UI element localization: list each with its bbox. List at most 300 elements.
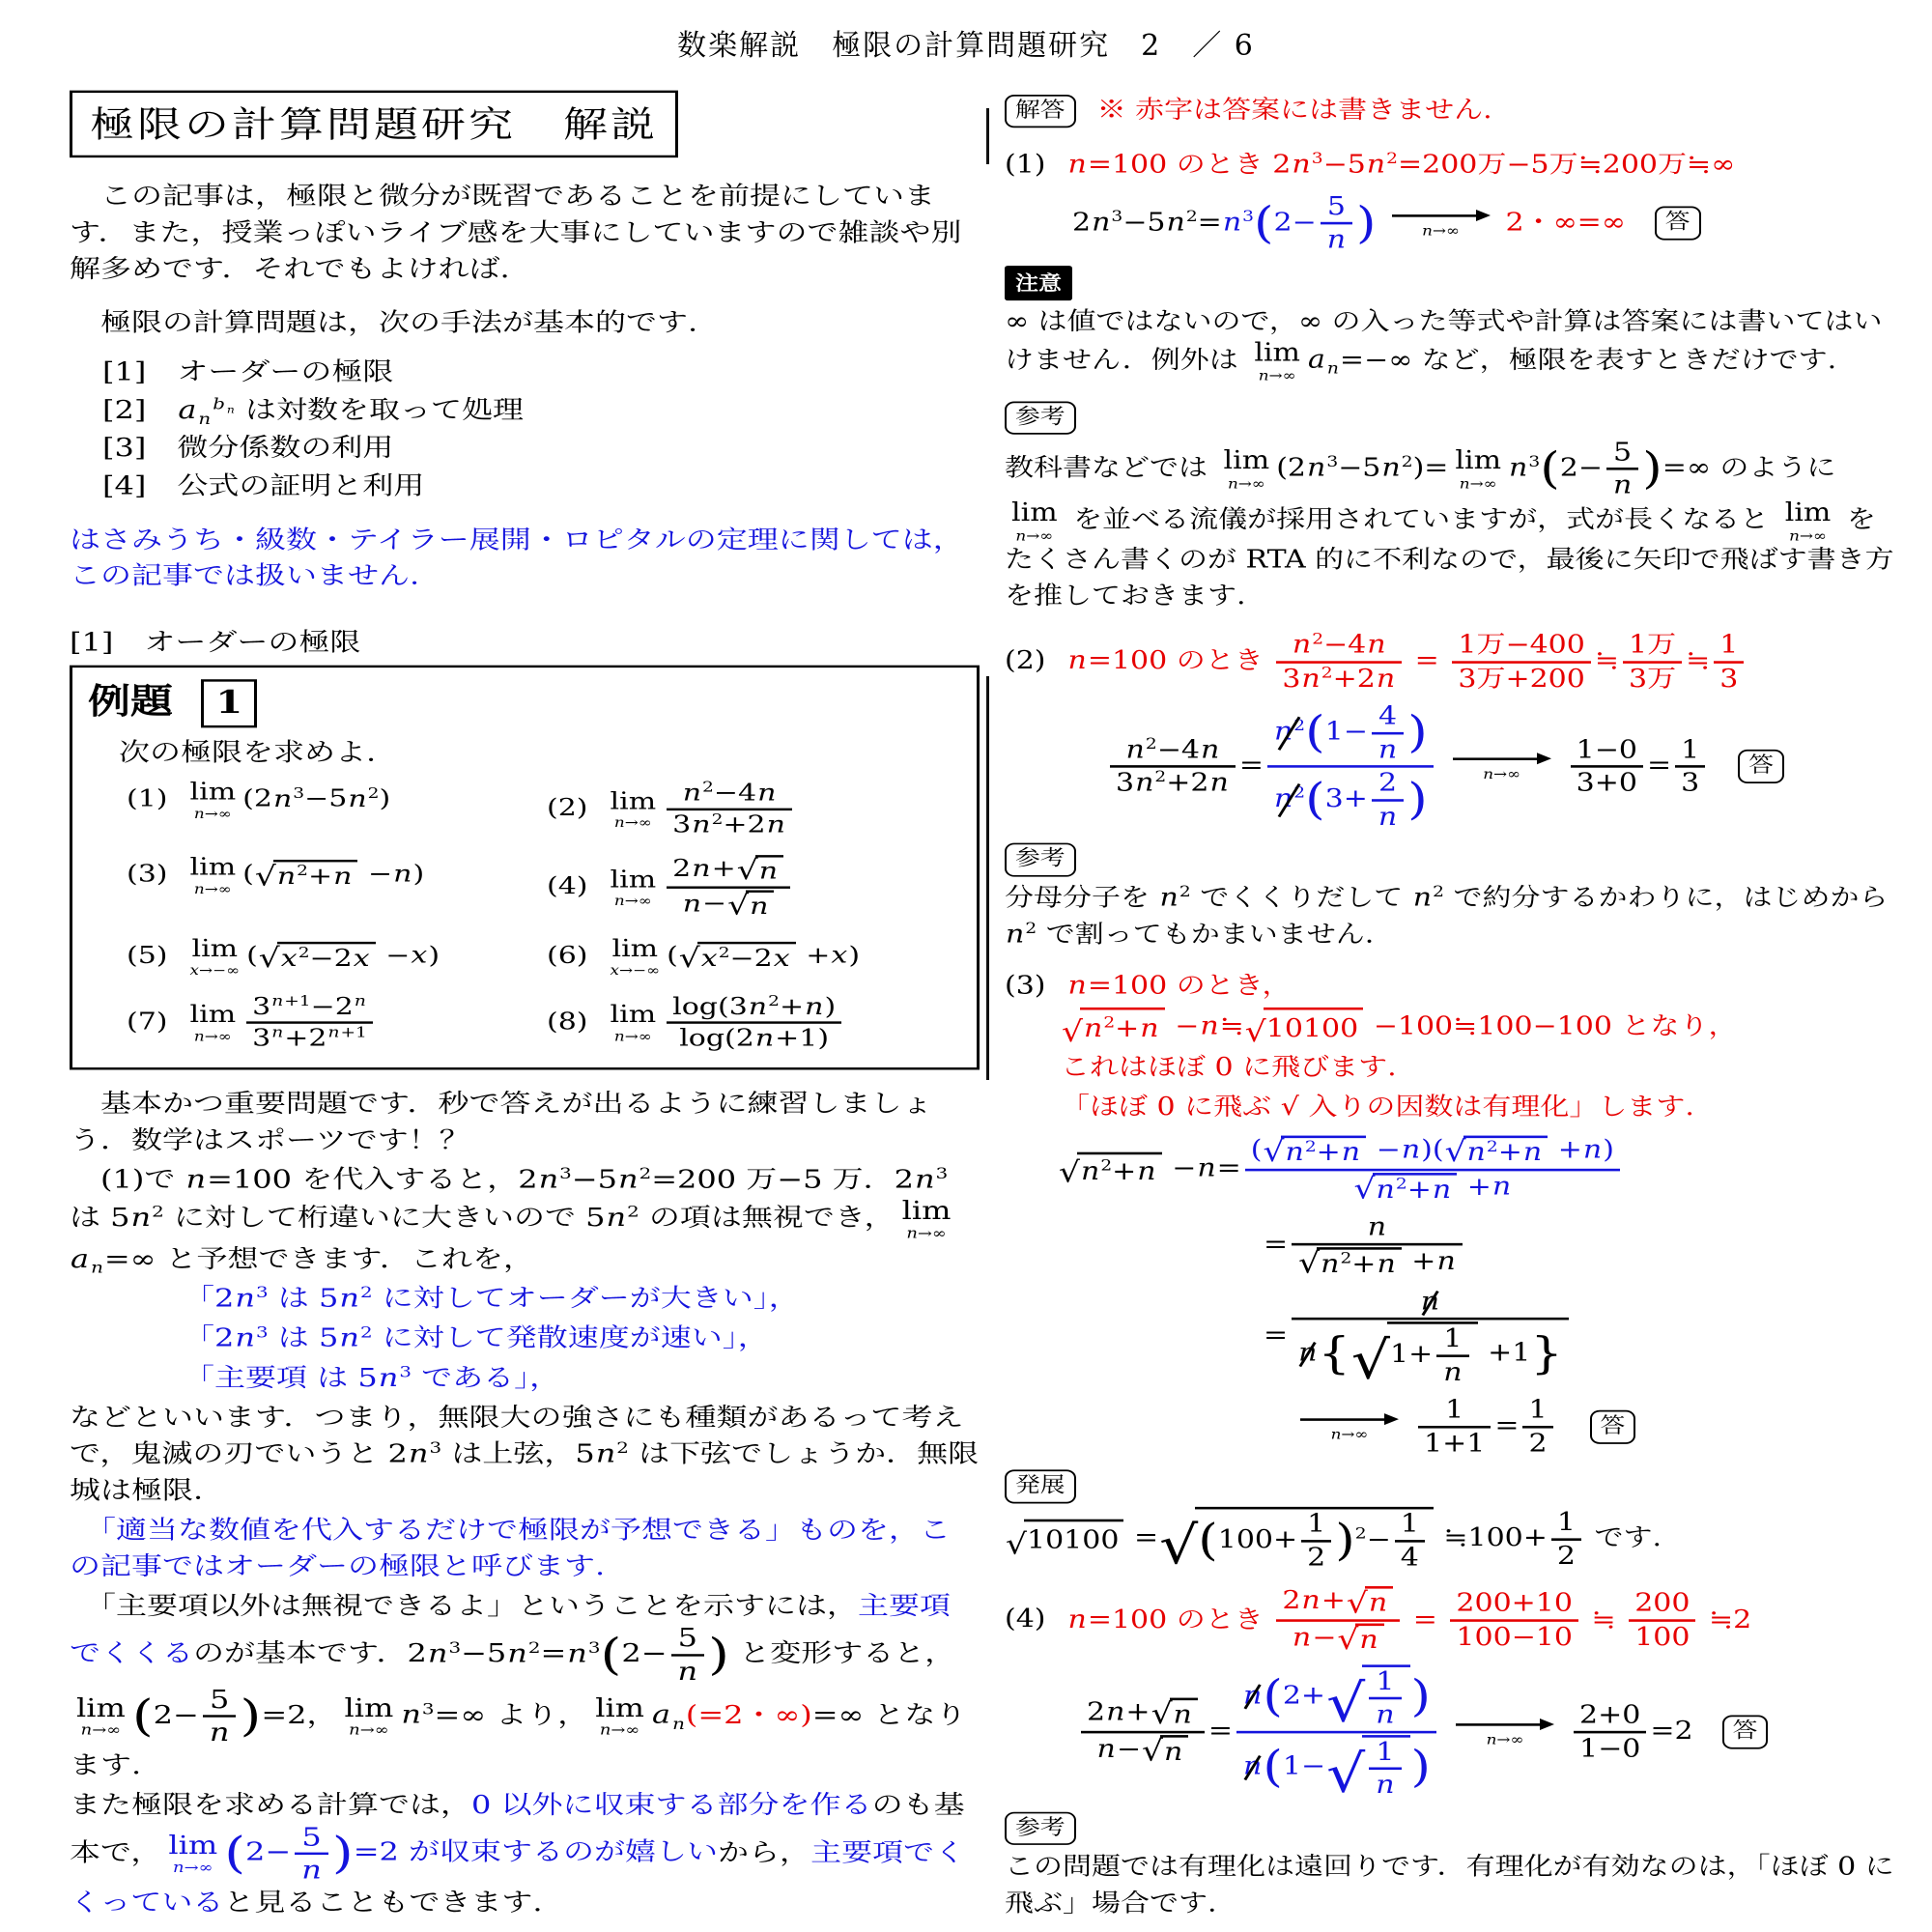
limit-operator	[190, 781, 237, 820]
math-variable: n	[1222, 207, 1242, 237]
text-run: 2	[1293, 784, 1306, 803]
text-run: に対して発散速度が速い」，	[372, 1322, 769, 1353]
text-run: 2	[1378, 768, 1398, 798]
text-run: n→∞	[1330, 1425, 1369, 1443]
superscript	[1340, 1250, 1351, 1267]
math-variable: n	[1067, 645, 1087, 675]
text-run: のも基本で，	[70, 1789, 965, 1867]
radicand	[1281, 1136, 1366, 1167]
math-variable: b	[213, 394, 225, 413]
problem-cell	[547, 781, 961, 838]
text-run: 2	[1395, 1175, 1407, 1193]
text-run: (7)	[127, 1008, 168, 1036]
superscript	[1386, 150, 1398, 167]
text-run: log(3	[672, 993, 748, 1021]
superscript	[1186, 208, 1198, 225]
radicand	[1077, 1151, 1162, 1187]
text-run: +	[1458, 1172, 1492, 1202]
superscript	[719, 945, 730, 961]
numerator	[1292, 1213, 1463, 1242]
denominator	[671, 1654, 705, 1686]
text-run: lim	[1254, 338, 1300, 368]
superscript	[1100, 1157, 1112, 1175]
math-variable: n	[1159, 883, 1179, 913]
text-run: =	[1264, 1321, 1289, 1350]
text-run: 3	[1719, 664, 1739, 694]
numerator	[667, 781, 792, 809]
text-run: )=	[1412, 453, 1449, 483]
text-run: +	[779, 993, 805, 1021]
text-run: +1)	[775, 1024, 830, 1053]
text-run: −	[1367, 1135, 1401, 1165]
superscript	[1179, 884, 1191, 901]
math-variable: n	[692, 810, 711, 838]
limit-operator	[76, 1692, 126, 1739]
text-run: (	[242, 860, 254, 889]
math-variable: n	[1492, 1172, 1512, 1202]
radical	[259, 942, 376, 973]
superscript	[430, 1439, 442, 1458]
text-run: 4	[1378, 701, 1398, 731]
cancelled-term	[1420, 1288, 1440, 1316]
text-run: 「2	[184, 1283, 235, 1314]
math-variable: n	[1412, 883, 1433, 913]
radical-sign: √	[1298, 1247, 1321, 1281]
text-run: +	[711, 855, 736, 883]
big-delimiter: )	[708, 1629, 730, 1681]
label-badge: 答	[1590, 1410, 1636, 1444]
radicand	[1463, 1136, 1548, 1167]
text-run: lim	[191, 935, 239, 963]
math-variable: n	[130, 1202, 152, 1233]
text-run: 基本かつ重要問題です．秒で答えが出るように練習しましょう．数学はスポーツです！？	[70, 1088, 933, 1155]
numerator	[203, 1686, 237, 1716]
text-run: 3	[1242, 207, 1254, 225]
radical	[255, 860, 358, 891]
left-column	[70, 89, 980, 1924]
text-run: )	[1603, 1135, 1614, 1165]
math-variable: x	[773, 944, 790, 973]
radical-sign: √	[736, 855, 758, 887]
big-delimiter: )	[331, 1828, 354, 1880]
text-run: =	[1406, 645, 1449, 675]
radical	[1142, 1734, 1188, 1769]
text-run: から，	[718, 1836, 811, 1867]
radical	[1350, 1321, 1478, 1391]
text-run: 1−	[1324, 717, 1368, 747]
text-run: lim	[595, 1692, 645, 1723]
math-variable: n	[1083, 1013, 1103, 1043]
denominator	[1372, 799, 1404, 831]
math-variable: x	[280, 944, 298, 973]
math-variable: n	[1006, 920, 1025, 950]
math-variable: x	[411, 941, 428, 970]
text-group	[1067, 630, 1748, 694]
text-run: 2	[297, 863, 309, 880]
math-variable: n	[185, 1164, 207, 1195]
big-delimiter: }	[1530, 1327, 1563, 1379]
math-variable: n	[301, 1855, 322, 1886]
text-run: n→∞	[193, 1028, 232, 1044]
math-variable: n	[1137, 1156, 1156, 1186]
math-variable: x	[700, 944, 718, 973]
text-run: (=2・∞)	[685, 1699, 812, 1730]
text-run: でくくりだして	[1190, 883, 1412, 913]
limit-operator	[1785, 499, 1832, 542]
text-run: 2	[1154, 768, 1167, 786]
text-run: 1+	[1390, 1340, 1434, 1370]
example-box	[70, 666, 980, 1070]
limit-operator	[190, 937, 241, 977]
text-run: +2	[1166, 768, 1209, 798]
text-run: −5	[1322, 150, 1366, 180]
denominator	[1267, 765, 1434, 831]
text-run: log(2	[679, 1024, 754, 1053]
text-run: )	[379, 784, 391, 813]
radical-sign: √	[1346, 1586, 1368, 1620]
text-run: )	[412, 860, 425, 889]
text-run: と見ることもできます.	[223, 1888, 543, 1918]
superscript	[293, 785, 304, 802]
math-variable: n	[1096, 1734, 1116, 1764]
text-run: 2	[1433, 883, 1444, 901]
text-run: lim	[610, 866, 657, 894]
numerator	[1571, 736, 1643, 765]
big-delimiter: )	[240, 1690, 262, 1742]
denominator	[1436, 1354, 1468, 1386]
text-run: 極限の計算問題は，次の手法が基本的です.	[70, 307, 698, 338]
paragraph	[1005, 439, 1903, 614]
math-variable: n	[758, 857, 779, 886]
fraction	[1606, 439, 1638, 499]
text-run: [1] オーダーの極限	[70, 627, 361, 657]
math-variable: n	[427, 1637, 448, 1668]
radical	[1326, 1735, 1409, 1804]
fraction	[1418, 1396, 1491, 1457]
math-variable: n	[914, 1164, 935, 1195]
text-run: 2	[672, 855, 692, 883]
text-run: n→∞	[80, 1721, 122, 1739]
math-variable: n	[750, 892, 769, 921]
text-run: 1	[1445, 1395, 1464, 1425]
subscript	[671, 1715, 686, 1733]
equation-line	[1005, 1135, 1903, 1207]
text-run: 2	[1354, 1524, 1367, 1543]
text-run: 200+10	[1456, 1588, 1573, 1618]
vertical-gap	[1005, 618, 1903, 628]
text-group	[1061, 1093, 1694, 1122]
text-run: lim	[610, 787, 657, 815]
denominator	[1522, 1426, 1552, 1458]
vertical-gap	[1005, 1575, 1903, 1583]
text-run: 3	[1116, 768, 1135, 798]
denominator	[1574, 1731, 1646, 1763]
numerator	[671, 1624, 705, 1654]
column-divider-segment-middle	[986, 676, 989, 1080]
text-run: 1−0	[1576, 735, 1637, 765]
text-group	[686, 1699, 812, 1729]
text-run: +	[308, 863, 333, 891]
radicand	[1362, 1664, 1409, 1729]
radical-sign: √	[258, 942, 280, 975]
fraction	[1081, 1697, 1205, 1769]
text-run: ≒	[1686, 645, 1711, 675]
radical-sign: √	[1444, 1135, 1466, 1169]
text-run: 2	[627, 1203, 639, 1221]
math-variable: n	[271, 993, 284, 1010]
limit-arrow	[1456, 1718, 1554, 1747]
text-run: 2	[1307, 1543, 1326, 1573]
radicand	[1317, 1247, 1402, 1278]
text-run: =−∞ など，極限を表すときだけです.	[1339, 345, 1837, 375]
math-variable: n	[235, 1322, 255, 1353]
text-run: +	[796, 941, 831, 970]
math-variable: n	[606, 1202, 627, 1233]
text-run: n→∞	[349, 1721, 389, 1739]
text-run: n→∞	[1483, 765, 1521, 782]
math-variable: n	[692, 855, 711, 883]
text-run: 100+	[1217, 1524, 1298, 1554]
text-run: +1	[340, 1024, 367, 1041]
denominator	[1110, 765, 1236, 797]
superscript	[360, 1284, 373, 1302]
text-run: 2	[1486, 1138, 1498, 1156]
text-run: −	[1162, 1153, 1197, 1183]
arrow-shaft	[1453, 753, 1551, 766]
math-variable: n	[1509, 453, 1528, 483]
fraction	[246, 994, 373, 1052]
text-run: x→−∞	[189, 961, 241, 979]
text-run: 2	[527, 1638, 541, 1657]
superscript	[588, 1638, 601, 1657]
text-run: −	[1116, 1734, 1142, 1764]
text-run: lim	[189, 853, 237, 882]
text-run: 3	[293, 784, 305, 802]
math-variable: n	[378, 1362, 399, 1393]
paragraph	[70, 391, 980, 428]
numerator	[1301, 1510, 1331, 1539]
radical	[1059, 1151, 1162, 1190]
text-run: 2	[367, 784, 380, 802]
paragraph	[1005, 1507, 1903, 1577]
denominator	[1372, 732, 1404, 764]
math-variable: n	[595, 1438, 616, 1469]
radicand	[1160, 1735, 1188, 1766]
superscript	[712, 811, 724, 828]
text-run: −	[1312, 1623, 1337, 1653]
denominator	[1276, 1619, 1400, 1657]
big-delimiter: (	[1253, 197, 1274, 248]
math-variable: n	[1125, 735, 1145, 765]
text-group	[161, 1821, 719, 1886]
paragraph	[70, 1320, 980, 1356]
math-variable: a	[178, 394, 197, 425]
text-run: −4	[1156, 735, 1200, 765]
math-variable: n	[339, 1322, 359, 1353]
text-run: (2	[1276, 453, 1306, 483]
text-run: =100 を代入すると，2	[207, 1164, 538, 1195]
math-variable: n	[393, 860, 412, 889]
numerator	[1292, 1288, 1569, 1317]
superscript	[1146, 735, 1157, 753]
text-run: =	[1197, 207, 1222, 237]
superscript	[616, 1439, 629, 1458]
radical	[1445, 1136, 1548, 1167]
paragraph	[70, 304, 980, 341]
text-run: −5	[1338, 453, 1381, 483]
text-run: 1	[1376, 1666, 1395, 1696]
denominator	[1276, 661, 1402, 693]
text-run: 「主要項以外は無視できるよ」ということを示すには，	[70, 1590, 859, 1621]
superscript	[360, 1323, 373, 1342]
superscript	[1154, 769, 1166, 786]
text-run: 3	[252, 993, 271, 1021]
text-group	[1067, 1586, 1752, 1657]
fraction	[1301, 1510, 1331, 1571]
text-run: 100	[1634, 1622, 1690, 1652]
text-run: n→∞	[1258, 366, 1296, 384]
math-variable: n	[1376, 1700, 1395, 1730]
text-run: 2	[1103, 1013, 1116, 1032]
text-run: 100−10	[1456, 1622, 1573, 1652]
math-variable: n	[1376, 664, 1396, 694]
numerator	[1081, 1698, 1205, 1731]
text-run: (4)	[1005, 1605, 1046, 1634]
math-variable: a	[1307, 345, 1325, 375]
denominator	[667, 886, 790, 922]
text-run: +	[1497, 1138, 1522, 1168]
numerator	[1110, 736, 1236, 765]
superscript	[627, 1203, 639, 1221]
text-run: +	[1115, 1013, 1140, 1043]
text-run: 1	[1719, 630, 1739, 660]
radical-sign: √	[1337, 1623, 1359, 1657]
text-run: 10100	[1265, 1013, 1359, 1043]
text-run: (1)	[1005, 150, 1046, 180]
superscript	[1103, 1013, 1115, 1031]
text-run: 3万+200	[1458, 664, 1585, 694]
math-variable: n	[1301, 1586, 1321, 1616]
fraction	[1395, 1510, 1425, 1571]
denominator	[1081, 1731, 1205, 1769]
math-variable: n	[401, 1699, 421, 1730]
problem-cell	[127, 994, 541, 1052]
text-run: x→−∞	[610, 961, 661, 979]
text-run: 3	[448, 1638, 462, 1657]
superscript	[448, 1638, 461, 1657]
superscript	[528, 1638, 541, 1657]
text-group	[184, 1363, 560, 1393]
numerator	[667, 994, 841, 1022]
arrow-shaft	[1456, 1718, 1554, 1731]
text-run: 2	[718, 944, 730, 961]
subscript	[1326, 360, 1340, 378]
superscript	[1433, 884, 1444, 901]
radical-sign: √	[1326, 1743, 1366, 1804]
denominator	[1369, 1768, 1401, 1800]
math-variable: n	[617, 1164, 639, 1195]
limit-operator	[1254, 340, 1300, 383]
math-variable: n	[327, 1024, 340, 1041]
numerator	[1267, 702, 1434, 765]
paragraph	[70, 1787, 980, 1921]
denominator	[1606, 468, 1638, 499]
text-run: lim	[168, 1830, 218, 1861]
math-variable: n	[1466, 1138, 1486, 1168]
problem-cell	[127, 781, 541, 838]
radicand	[1365, 1586, 1393, 1617]
math-variable: n	[1200, 1010, 1219, 1040]
text-run: =100 のとき	[1087, 645, 1273, 675]
denominator	[1418, 1426, 1491, 1458]
text-run: )	[824, 993, 837, 1021]
text-run: (6)	[547, 941, 588, 970]
text-run: lim	[901, 1195, 952, 1226]
fraction	[1369, 1667, 1401, 1728]
limit-operator	[611, 867, 657, 907]
text-run: lim	[1455, 446, 1502, 475]
limit-operator	[344, 1692, 394, 1739]
text-run: 2−	[153, 1699, 199, 1730]
big-delimiter: (	[1263, 1670, 1283, 1721]
denominator	[203, 1716, 237, 1747]
text-run: =∞ のように	[1662, 453, 1836, 483]
math-variable: n	[209, 1717, 230, 1747]
superscript	[212, 395, 236, 413]
text-run: 2	[1072, 207, 1092, 237]
numerator	[1606, 439, 1638, 468]
limit-operator	[1224, 448, 1270, 491]
text-run: ∞ は値ではないので，∞ の入った等式や計算は答案には書いてはいけません．例外は	[1005, 306, 1883, 375]
right-column	[1005, 89, 1903, 1924]
text-run: この問題では有理化は遠回りです．有理化が有効なのは，「ほぼ 0 に飛ぶ」場合です.	[1005, 1852, 1894, 1918]
math-variable: n	[235, 1283, 255, 1314]
equation-line	[1005, 1287, 1903, 1391]
denominator	[667, 808, 792, 838]
cancelled-term	[1242, 1682, 1263, 1710]
paragraph	[70, 354, 980, 390]
limit-arrow	[1300, 1412, 1399, 1441]
math-variable: n	[1298, 1338, 1318, 1368]
text-run: 3	[1681, 768, 1700, 798]
text-run: lim	[76, 1692, 126, 1723]
text-run: で割ってもかまいません.	[1037, 920, 1375, 950]
text-run: 2	[359, 1283, 373, 1302]
text-run: +	[1112, 1156, 1137, 1186]
vertical-gap	[70, 291, 980, 301]
denominator	[1571, 765, 1643, 797]
denominator	[667, 1022, 841, 1052]
text-run: 5	[677, 1622, 698, 1653]
paragraph	[70, 1399, 980, 1508]
label-badge: 答	[1738, 750, 1784, 783]
text-run: −	[376, 941, 411, 970]
superscript	[256, 1323, 269, 1342]
numerator	[1321, 192, 1352, 221]
text-run: +2	[1332, 664, 1376, 694]
text-run: です.	[1584, 1523, 1662, 1553]
text-run: 3	[587, 1638, 601, 1657]
radical	[1006, 1520, 1123, 1562]
text-group	[1067, 971, 1292, 1000]
limit-operator	[1011, 499, 1058, 542]
denominator	[1321, 222, 1352, 254]
math-variable: n	[567, 1637, 587, 1668]
math-variable: n	[672, 1715, 685, 1733]
text-run: はさみうち・級数・テイラー展開・ロピタルの定理に関しては，この記事では扱いません.	[70, 524, 964, 591]
text-group	[1233, 1666, 1440, 1804]
math-variable: n	[1401, 1135, 1421, 1165]
